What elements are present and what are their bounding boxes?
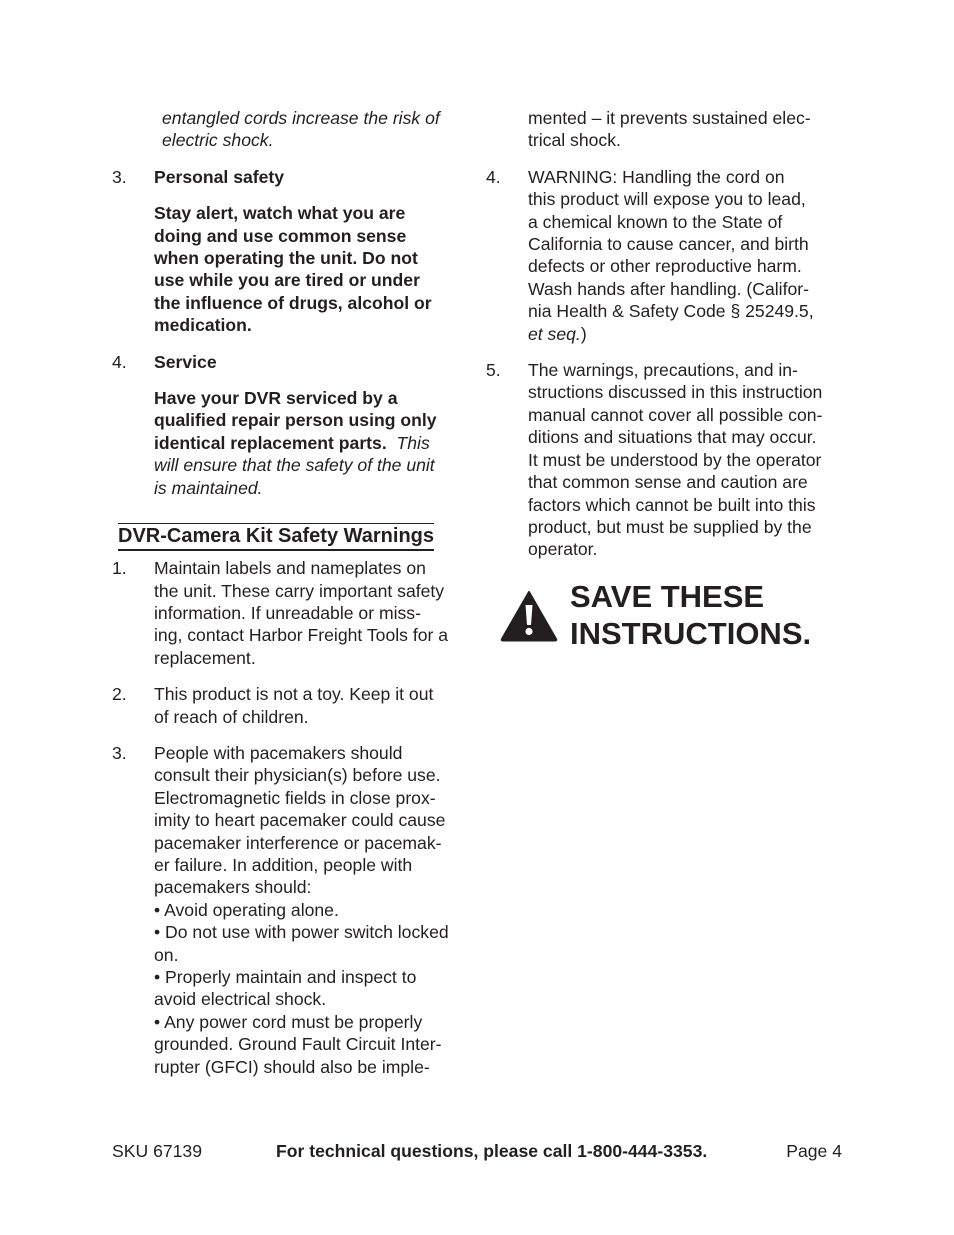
section-title: DVR-Camera Kit Safety Warnings [118, 523, 434, 551]
item-title: Service [154, 351, 217, 372]
item-body: Have your DVR serviced by a qualified repair person using only identical replacement parts. This will ensure that the safety of the unit is maintained. [154, 388, 437, 498]
intro-continuation: entangled cords increase the risk of electric shock. [162, 108, 440, 151]
list-item-service: 4. Service Have your DVR serviced by a qualified repair person using only identical replacement parts. This will ensure that the safety of the unit is maintained. [112, 351, 472, 499]
continued-text: mented – it prevents sustained elec- trical shock. [528, 108, 811, 151]
warning-item-5: 5. The warnings, precautions, and in- structions discussed in this instruction manual cannot cover all possible con- ditions and situations that may occur. It must be understood by the operator that common sense and caution are factors which cannot be built into this product, but must be supplied by the operator. [486, 360, 823, 560]
sku-label: SKU 67139 [112, 1141, 202, 1161]
item-title: Personal safety [154, 166, 285, 187]
technical-support-text: For technical questions, please call 1-800-444-3353. [276, 1141, 708, 1161]
page-number: Page 4 [786, 1141, 842, 1161]
right-column [486, 107, 848, 561]
left-column [112, 107, 472, 1078]
warning-item-2: 2. This product is not a toy. Keep it out of reach of children. [112, 684, 434, 727]
save-instructions-text: SAVE THESE INSTRUCTIONS. [570, 579, 812, 651]
item-body: Stay alert, watch what you are doing and use common sense when operating the unit. Do not use while you are tired or under the influence of drugs, alcohol or medication. [154, 203, 432, 336]
save-instructions-banner [500, 578, 860, 658]
list-item-personal-safety: 3. Personal safety Stay alert, watch what you are doing and use common sense when operating the unit. Do not use while you are tired or under the influence of drugs, alcohol or medication. [112, 166, 472, 337]
warning-triangle-icon [500, 590, 558, 642]
warning-item-3: 3. People with pacemakers should consult their physician(s) before use. Electromagnetic fields in close prox- imity to heart pacemaker could cause pacemaker interference or pacemak- er failure. In addition, people with pacemakers should: • Avoid operating alone. • Do not use with power switch locked on. • Properly maintain and inspect to avoid electrical shock. • Any power cord must be properly grounded. Ground Fault Circuit Inter- rupter (GFCI) should also be imple- [112, 742, 449, 1077]
warning-item-1: 1. Maintain labels and nameplates on the unit. These carry important safety information. If unreadable or miss- ing, contact Harbor Freight Tools for a replacement. [112, 558, 449, 668]
warning-item-4: 4. WARNING: Handling the cord on this product will expose you to lead, a chemical known to the State of California to cause cancer, and birth defects or other reproductive harm. Wash hands after handling. (Califor- nia Health & Safety Code § 25249.5, et seq.) [486, 166, 814, 344]
